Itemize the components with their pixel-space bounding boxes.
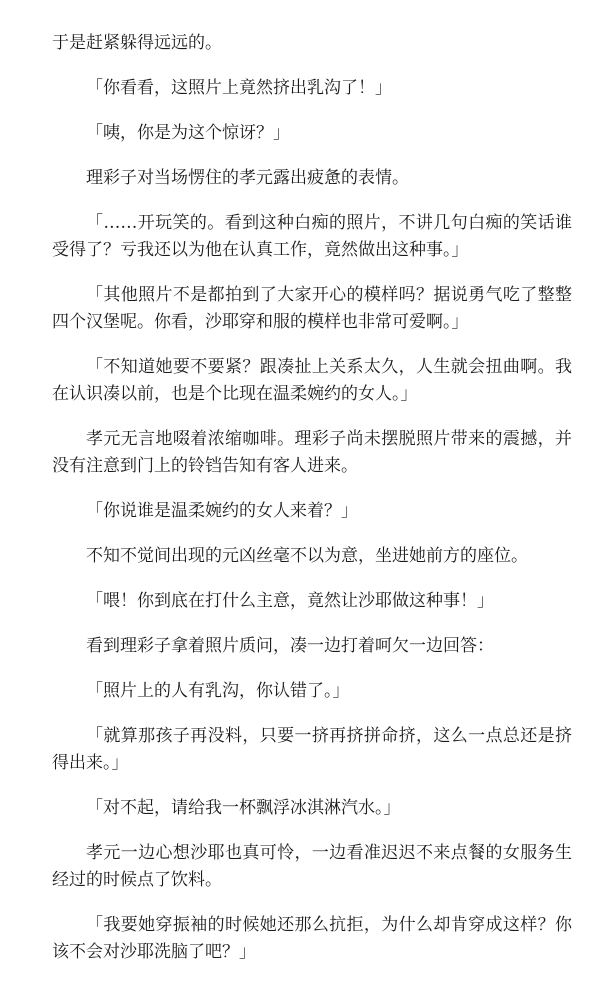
paragraph: 「其他照片不是都拍到了大家开心的模样吗？据说勇气吃了整整四个汉堡呢。你看，沙耶穿和服的模样也非常可爱啊。」 — [52, 285, 572, 332]
paragraph: 理彩子对当场愣住的孝元露出疲惫的表情。 — [86, 168, 409, 188]
paragraph: 不知不觉间出现的元凶丝毫不以为意，坐进她前方的座位。 — [86, 546, 528, 566]
paragraph: 「我要她穿振袖的时候她还那么抗拒，为什么却肯穿成这样？你该不会对沙耶洗脑了吧？」 — [52, 915, 572, 962]
paragraph: 「就算那孩子再没料，只要一挤再挤拼命挤，这么一点总还是挤得出来。」 — [52, 726, 572, 773]
paragraph: 孝元无言地啜着浓缩咖啡。理彩子尚未摆脱照片带来的震撼，并没有注意到门上的铃铛告知有客人进来。 — [52, 429, 572, 476]
paragraph: 看到理彩子拿着照片质问，凑一边打着呵欠一边回答： — [86, 636, 494, 656]
paragraph: 「喂！你到底在打什么主意，竟然让沙耶做这种事！」 — [86, 591, 494, 611]
paragraph: 「你说谁是温柔婉约的女人来着？」 — [86, 501, 358, 521]
paragraph: 于是赶紧躲得远远的。 — [52, 33, 222, 53]
paragraph: 「咦，你是为这个惊讶？」 — [86, 123, 290, 143]
document-page — [52, 30, 572, 984]
paragraph: 「不知道她要不要紧？跟凑扯上关系太久，人生就会扭曲啊。我在认识凑以前，也是个比现在温柔婉约的女人。」 — [52, 357, 572, 404]
paragraph: 「你看看，这照片上竟然挤出乳沟了！」 — [86, 78, 392, 98]
paragraph: 「……开玩笑的。看到这种白痴的照片，不讲几句白痴的笑话谁受得了？亏我还以为他在认真工作，竟然做出这种事。」 — [52, 213, 572, 260]
paragraph: 孝元一边心想沙耶也真可怜，一边看准迟迟不来点餐的女服务生经过的时候点了饮料。 — [52, 843, 572, 890]
paragraph: 「照片上的人有乳沟，你认错了。」 — [86, 681, 350, 701]
paragraph: 「对不起，请给我一杯飘浮冰淇淋汽水。」 — [86, 798, 401, 818]
